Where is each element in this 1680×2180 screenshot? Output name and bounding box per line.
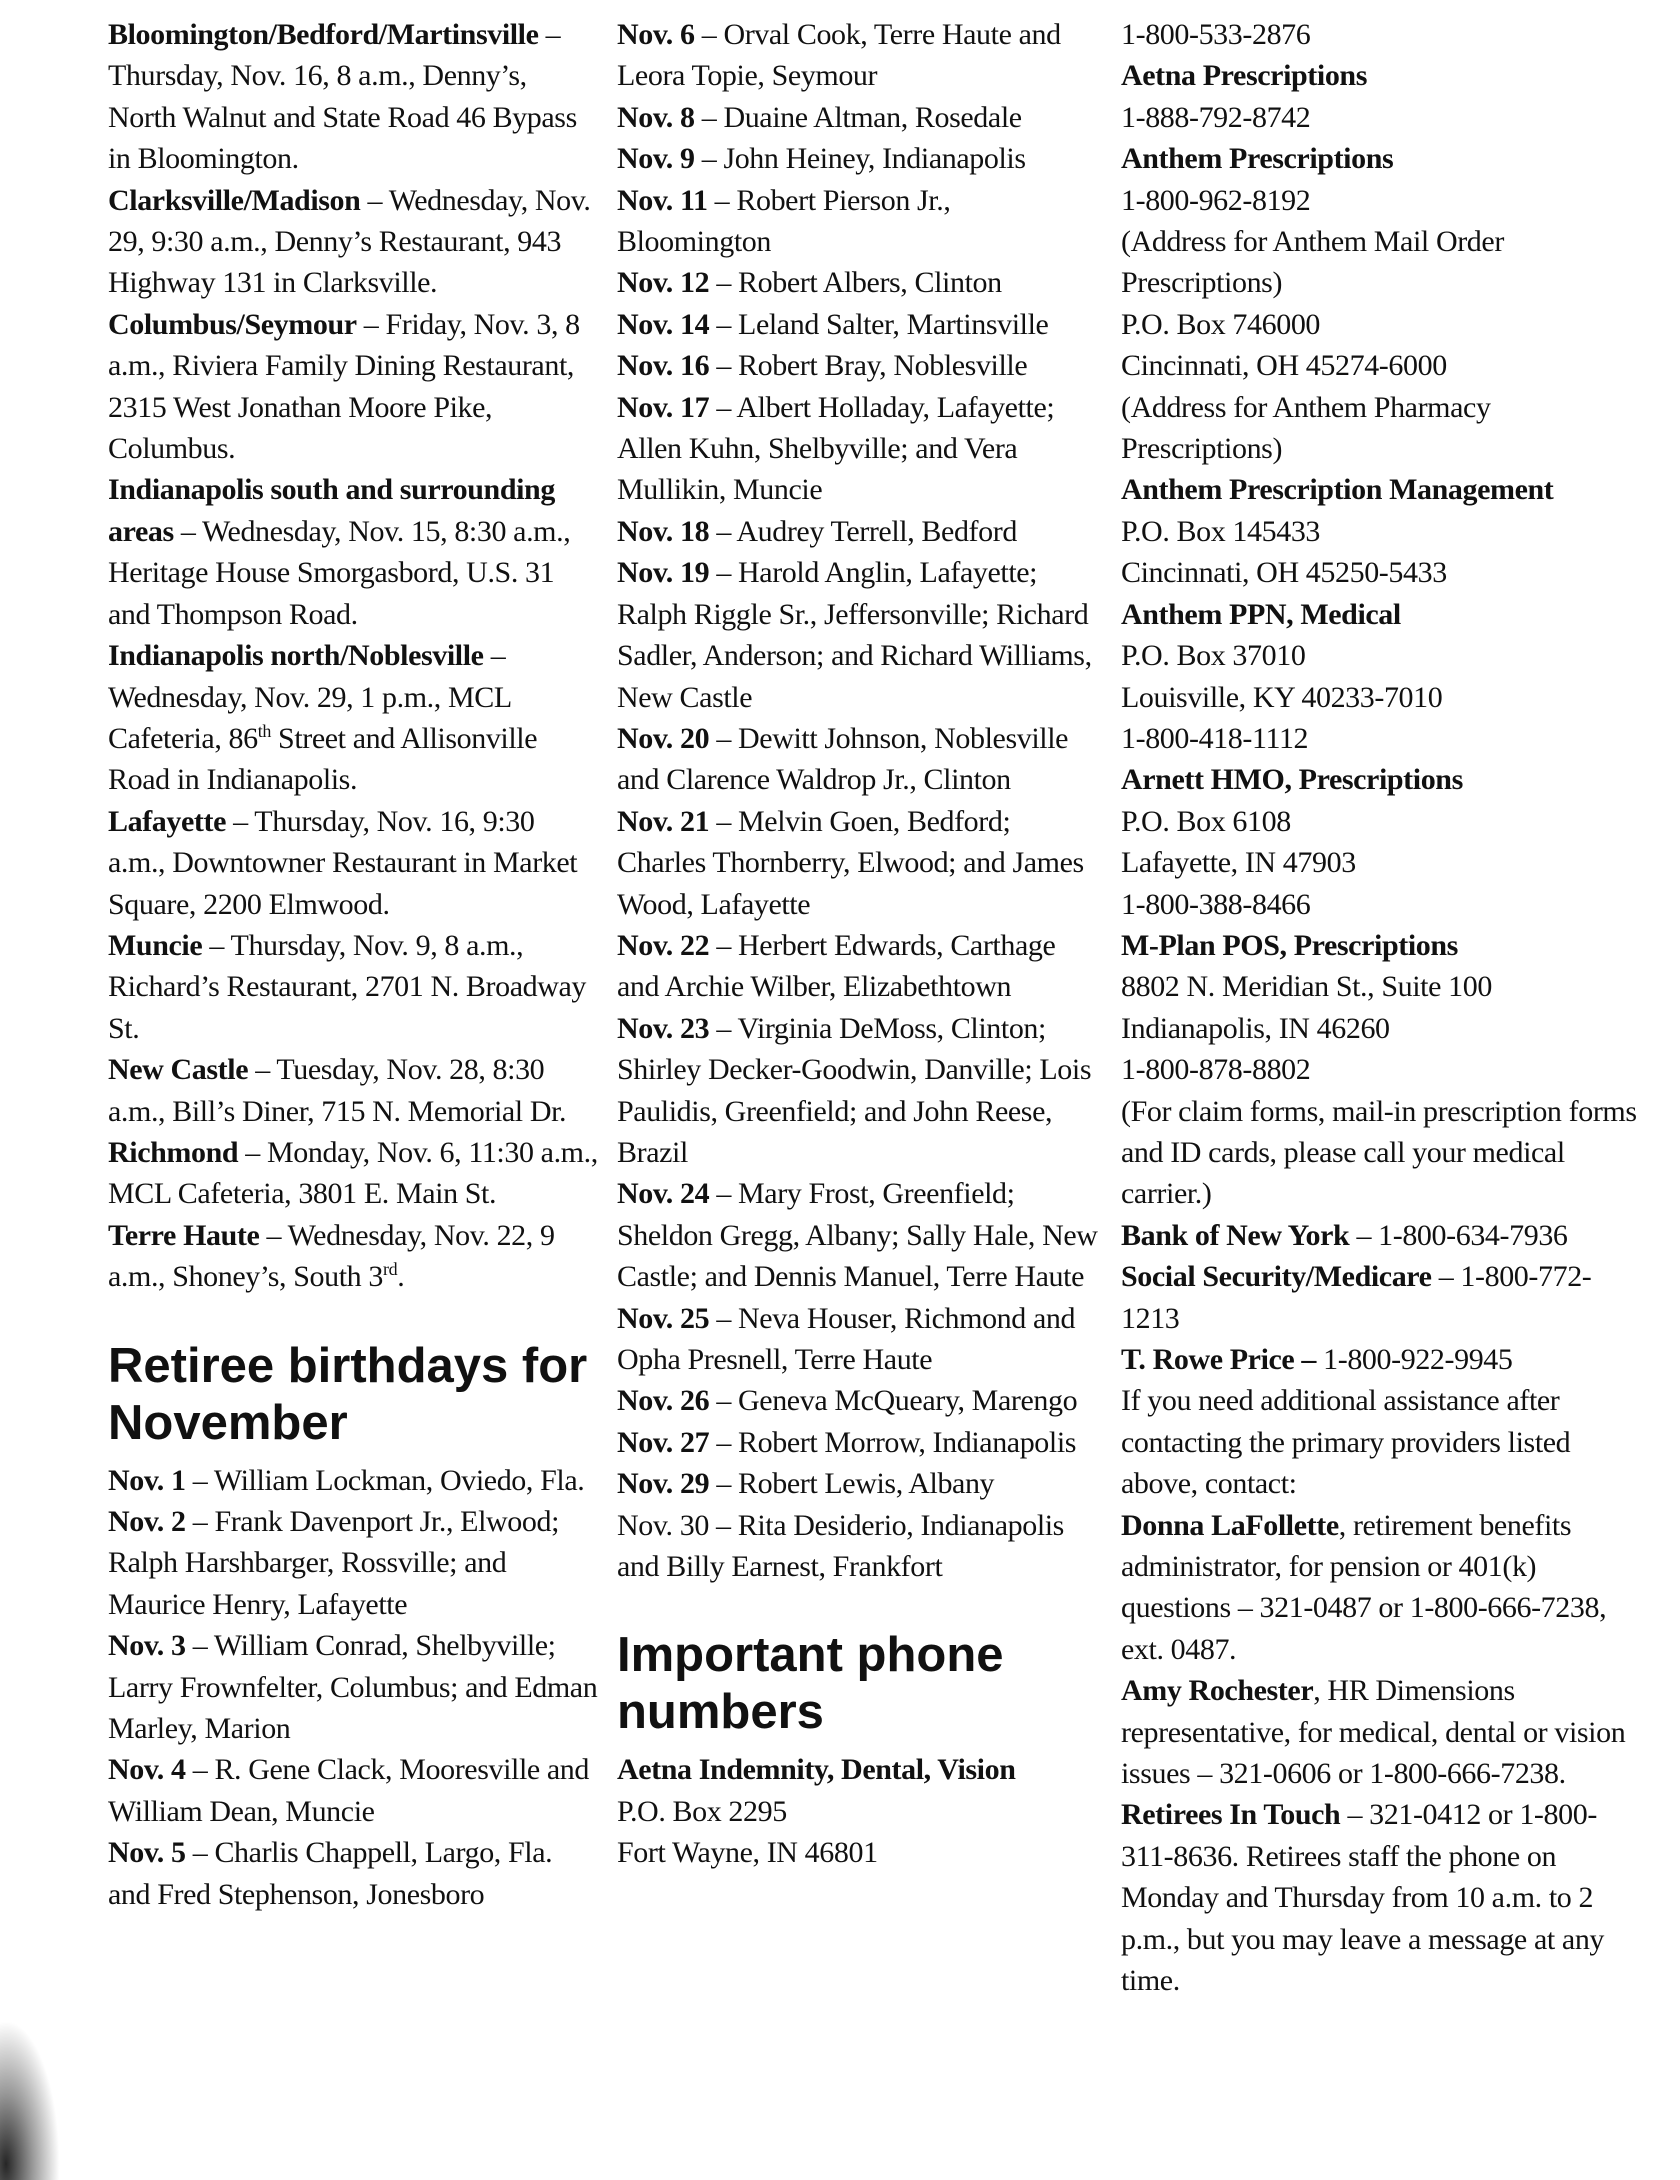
meeting-details: Thursday, Nov. 16, 9:30 a.m., Downtowner Restaurant in Market Square, 2200 Elmwood. xyxy=(108,804,578,921)
provider-phone: – 1-800-634-7936 xyxy=(1349,1218,1568,1252)
birthday-entry xyxy=(108,1501,598,1625)
provider-address: P.O. Box 2295 xyxy=(617,1794,787,1828)
birthdays-list-part2 xyxy=(617,14,1103,1587)
provider-city: Cincinnati, OH 45250-5433 xyxy=(1121,556,1447,590)
meeting-entry xyxy=(108,801,598,925)
birthday-names: R. Gene Clack, Mooresville and William Dean, Muncie xyxy=(108,1753,590,1828)
birthday-entry xyxy=(617,97,1103,138)
meeting-place: Indianapolis north/Noblesville xyxy=(108,639,484,673)
birthday-entry xyxy=(617,304,1103,345)
birthday-entry xyxy=(617,1422,1103,1463)
birthday-entry xyxy=(617,925,1103,1008)
provider-name: Arnett HMO, Prescriptions xyxy=(1121,763,1463,797)
birthdays-heading: Retiree birthdays for November xyxy=(108,1338,588,1450)
birthday-names: Dewitt Johnson, Noblesville and Clarence Waldrop Jr., Clinton xyxy=(617,721,1069,797)
birthday-date: Nov. 23 xyxy=(617,1011,710,1045)
birthday-entry xyxy=(617,1008,1103,1174)
birthday-names: Robert Pierson Jr., Bloomington xyxy=(617,183,951,259)
birthday-names: William Conrad, Shelbyville; Larry Frownfelter, Columbus; and Edman Marley, Marion xyxy=(108,1629,598,1746)
meeting-entry xyxy=(108,469,598,635)
separator: – xyxy=(483,639,506,673)
provider-address: P.O. Box 6108 xyxy=(1121,804,1291,838)
birthday-names: Leland Salter, Martinsville xyxy=(738,307,1049,341)
column-3 xyxy=(1121,14,1641,2002)
ordinal-suffix: rd xyxy=(382,1259,398,1280)
contact-donna xyxy=(1121,1505,1641,1671)
birthday-date: Nov. 18 xyxy=(617,514,710,548)
separator: – xyxy=(185,1753,215,1787)
contact-details: , HR Dimensions representative, for medical, dental or vision issues – 321-0606 or 1-800-666-7238. xyxy=(1121,1674,1626,1791)
birthdays-list-part1 xyxy=(108,1460,598,1915)
assistance-note: If you need additional assistance after contacting the primary providers listed above, contact: xyxy=(1121,1384,1571,1501)
scan-smudge xyxy=(0,2020,60,2180)
birthday-entry xyxy=(617,1463,1103,1504)
birthday-date: Nov. 24 xyxy=(617,1177,710,1211)
birthday-date: Nov. 8 xyxy=(617,100,695,134)
provider-city: Cincinnati, OH 45274-6000 xyxy=(1121,349,1447,383)
birthday-date: Nov. 21 xyxy=(617,804,710,838)
meeting-place: Terre Haute xyxy=(108,1218,260,1252)
meeting-entry xyxy=(108,635,598,801)
provider-name: M-Plan POS, Prescriptions xyxy=(1121,928,1458,962)
birthday-entry xyxy=(617,180,1103,263)
birthday-entry xyxy=(108,1625,598,1749)
contact-details: – 321-0412 or 1-800-311-8636. Retirees staff the phone on Monday and Thursday from 10 a.m. to 2 p.m., but you may leave a message at any time. xyxy=(1121,1798,1605,1998)
meeting-place: Lafayette xyxy=(108,804,227,838)
meeting-entry xyxy=(108,1215,598,1298)
meeting-details-end: . xyxy=(397,1260,405,1294)
birthday-date: Nov. 11 xyxy=(617,183,708,217)
phones-heading: Important phone numbers xyxy=(617,1628,1004,1740)
birthday-names: Audrey Terrell, Bedford xyxy=(736,514,1017,548)
birthday-names: William Lockman, Oviedo, Fla. xyxy=(213,1463,585,1497)
separator: – xyxy=(709,1301,739,1335)
meeting-place: Columbus/Seymour xyxy=(108,307,357,341)
separator: – xyxy=(238,1135,267,1169)
birthday-names: Rita Desiderio, Indianapolis and Billy Earnest, Frankfort xyxy=(617,1508,1064,1584)
separator: – xyxy=(709,1467,739,1501)
birthday-names: Charlis Chappell, Largo, Fla. and Fred Stephenson, Jonesboro xyxy=(108,1836,553,1911)
birthday-date: Nov. 25 xyxy=(617,1301,710,1335)
meeting-details: Thursday, Nov. 9, 8 a.m., Richard’s Restaurant, 2701 N. Broadway St. xyxy=(108,928,587,1045)
ordinal-suffix: th xyxy=(257,720,271,741)
birthday-entry xyxy=(617,1505,1103,1588)
birthday-names: Robert Lewis, Albany xyxy=(738,1467,995,1501)
separator: – xyxy=(259,1218,288,1252)
separator: – xyxy=(709,804,739,838)
contact-name: Retirees In Touch xyxy=(1121,1798,1341,1832)
separator: – xyxy=(709,1011,738,1045)
meeting-place: Indianapolis south and surrounding areas xyxy=(108,473,555,548)
birthday-names: Herbert Edwards, Carthage and Archie Wilber, Elizabethtown xyxy=(617,928,1056,1004)
provider-note: (For claim forms, mail-in prescription forms and ID cards, please call your medical carrier.) xyxy=(1121,1094,1637,1211)
separator: – xyxy=(694,18,724,51)
meeting-entry xyxy=(108,180,598,304)
separator: – xyxy=(185,1505,215,1538)
provider-note: (Address for Anthem Pharmacy Prescriptions) xyxy=(1121,390,1491,466)
meeting-place: Muncie xyxy=(108,928,203,962)
birthday-entry xyxy=(617,1173,1103,1297)
separator: – xyxy=(694,142,724,176)
provider-phone: 1-800-878-8802 xyxy=(1121,1053,1311,1087)
birthday-date: Nov. 26 xyxy=(617,1384,710,1418)
separator: – xyxy=(709,307,739,341)
provider-phone: 1-800-388-8466 xyxy=(1121,887,1311,921)
separator: – xyxy=(709,556,739,590)
birthday-date: Nov. 14 xyxy=(617,307,710,341)
provider-phone: – 1-800-772-1213 xyxy=(1121,1260,1592,1335)
separator: – xyxy=(185,1463,214,1497)
birthday-date: Nov. 29 xyxy=(617,1467,710,1501)
birthday-entry xyxy=(617,552,1103,718)
birthday-names: Virginia DeMoss, Clinton; Shirley Decker-Goodwin, Danville; Lois Paulidis, Greenfield; and John Reese, Brazil xyxy=(617,1011,1092,1169)
birthday-names: Robert Bray, Noblesville xyxy=(738,349,1028,383)
meeting-place: Bloomington/Bedford/Martinsville xyxy=(108,18,539,51)
provider-phone: 1-800-962-8192 xyxy=(1121,183,1311,217)
birthday-names: Duaine Altman, Rosedale xyxy=(723,100,1022,134)
birthday-entry xyxy=(617,511,1103,552)
meeting-details: Tuesday, Nov. 28, 8:30 a.m., Bill’s Diner, 715 N. Memorial Dr. xyxy=(108,1053,567,1128)
provider-name: Aetna Indemnity, Dental, Vision xyxy=(617,1753,1016,1787)
provider-address: P.O. Box 145433 xyxy=(1121,514,1321,548)
provider-name: Aetna Prescriptions xyxy=(1121,59,1367,93)
birthday-entry xyxy=(617,345,1103,386)
provider-name: Social Security/Medicare xyxy=(1121,1260,1432,1294)
meeting-place: New Castle xyxy=(108,1053,249,1087)
phone-entry-bny xyxy=(1121,1215,1641,1256)
birthday-date: Nov. 1 xyxy=(108,1463,186,1497)
birthday-date: Nov. 12 xyxy=(617,266,710,300)
separator: – xyxy=(356,307,386,341)
column-1 xyxy=(108,14,598,1915)
meeting-entry xyxy=(108,14,598,180)
birthday-date: Nov. 3 xyxy=(108,1629,186,1663)
provider-name: Bank of New York xyxy=(1121,1218,1350,1252)
birthday-names: Robert Albers, Clinton xyxy=(738,266,1002,300)
separator: – xyxy=(538,18,561,51)
provider-city: Indianapolis, IN 46260 xyxy=(1121,1011,1390,1045)
birthday-names: Harold Anglin, Lafayette; Ralph Riggle Sr., Jeffersonville; Richard Sadler, Anderson; and Richard Williams, New Castle xyxy=(617,556,1092,714)
birthday-date: Nov. 2 xyxy=(108,1505,186,1538)
separator: – xyxy=(709,1177,739,1211)
meeting-details: Monday, Nov. 6, 11:30 a.m., MCL Cafeteria, 3801 E. Main St. xyxy=(108,1135,598,1211)
phone-entry-aetna-indemnity xyxy=(617,1749,1103,1873)
meeting-place: Richmond xyxy=(108,1135,239,1169)
meeting-entry xyxy=(108,304,598,470)
birthday-date: Nov. 19 xyxy=(617,556,710,590)
separator: – xyxy=(360,183,389,217)
provider-city: Lafayette, IN 47903 xyxy=(1121,846,1356,880)
birthday-entry xyxy=(617,387,1103,511)
meeting-entry xyxy=(108,1132,598,1215)
birthday-entry xyxy=(617,801,1103,925)
separator: – xyxy=(694,100,724,134)
separator: – xyxy=(709,721,739,755)
birthday-date: Nov. 20 xyxy=(617,721,710,755)
birthday-names: Neva Houser, Richmond and Opha Presnell, Terre Haute xyxy=(617,1301,1076,1376)
provider-name: Anthem PPN, Medical xyxy=(1121,597,1401,631)
provider-city: Louisville, KY 40233-7010 xyxy=(1121,680,1443,714)
birthday-date: Nov. 6 xyxy=(617,18,695,51)
birthday-names: Mary Frost, Greenfield; Sheldon Gregg, Albany; Sally Hale, New Castle; and Dennis Manuel, Terre Haute xyxy=(617,1177,1098,1294)
provider-name: T. Rowe Price – xyxy=(1121,1343,1324,1376)
birthday-date: Nov. 16 xyxy=(617,349,710,383)
birthday-date: Nov. 4 xyxy=(108,1753,186,1787)
provider-address: 8802 N. Meridian St., Suite 100 xyxy=(1121,970,1492,1004)
contact-details: , retirement benefits administrator, for pension or 401(k) questions – 321-0487 or 1-800-666-7238, ext. 0487. xyxy=(1121,1508,1607,1666)
separator: – xyxy=(709,514,737,548)
meeting-details: Wednesday, Nov. 29, 1 p.m., MCL Cafeteria, 86 xyxy=(108,680,511,755)
separator: – xyxy=(173,514,203,548)
birthday-names: Orval Cook, Terre Haute and Leora Topie, Seymour xyxy=(617,18,1061,93)
contact-name: Amy Rochester xyxy=(1121,1674,1314,1708)
meeting-details: Thursday, Nov. 16, 8 a.m., Denny’s, North Walnut and State Road 46 Bypass in Bloomington. xyxy=(108,59,577,176)
birthday-date: Nov. 5 xyxy=(108,1836,186,1870)
birthday-entry xyxy=(617,1298,1103,1381)
birthday-date: Nov. 22 xyxy=(617,928,710,962)
separator: – xyxy=(708,1508,738,1542)
meeting-entry xyxy=(108,925,598,1049)
birthday-date: Nov. 30 xyxy=(617,1508,709,1542)
birthday-entry xyxy=(617,14,1103,97)
birthday-entry xyxy=(617,1380,1103,1421)
birthday-names: Melvin Goen, Bedford; Charles Thornberry, Elwood; and James Wood, Lafayette xyxy=(617,804,1084,921)
phone-entry-ssm xyxy=(1121,1256,1641,1339)
separator: – xyxy=(709,390,737,424)
birthday-entry xyxy=(617,262,1103,303)
separator: – xyxy=(709,1425,739,1459)
separator: – xyxy=(248,1053,277,1087)
contact-retirees-in-touch xyxy=(1121,1794,1641,2001)
contact-name: Donna LaFollette xyxy=(1121,1508,1339,1542)
provider-phone: 1-800-533-2876 xyxy=(1121,18,1311,51)
separator: – xyxy=(709,266,739,300)
provider-address: P.O. Box 37010 xyxy=(1121,639,1306,673)
column-2 xyxy=(617,14,1103,1874)
birthday-names: Robert Morrow, Indianapolis xyxy=(738,1425,1077,1459)
birthday-date: Nov. 9 xyxy=(617,142,695,176)
meeting-entry xyxy=(108,1049,598,1132)
birthday-date: Nov. 27 xyxy=(617,1425,710,1459)
provider-name: Anthem Prescription Management xyxy=(1121,473,1554,507)
separator: – xyxy=(709,1384,739,1418)
birthday-entry xyxy=(108,1832,598,1915)
meeting-details: Wednesday, Nov. 15, 8:30 a.m., Heritage House Smorgasbord, U.S. 31 and Thompson Road. xyxy=(108,514,571,631)
birthday-entry xyxy=(108,1749,598,1832)
contact-amy xyxy=(1121,1670,1641,1794)
provider-phone: 1-800-418-1112 xyxy=(1121,721,1309,755)
provider-address: P.O. Box 746000 xyxy=(1121,307,1321,341)
provider-name: Anthem Prescriptions xyxy=(1121,142,1394,176)
separator: – xyxy=(226,804,255,838)
birthday-entry xyxy=(108,1460,598,1501)
birthday-entry xyxy=(617,138,1103,179)
separator: – xyxy=(707,183,737,217)
birthday-names: John Heiney, Indianapolis xyxy=(723,142,1026,176)
provider-phone: 1-888-792-8742 xyxy=(1121,100,1311,134)
provider-city: Fort Wayne, IN 46801 xyxy=(617,1836,878,1870)
separator: – xyxy=(709,349,739,383)
birthday-names: Geneva McQueary, Marengo xyxy=(738,1384,1078,1418)
meeting-details: Friday, Nov. 3, 8 a.m., Riviera Family Dining Restaurant, 2315 West Jonathan Moore Pike, Columbus. xyxy=(108,307,580,466)
separator: – xyxy=(709,928,739,962)
birthday-entry xyxy=(617,718,1103,801)
separator: – xyxy=(202,928,231,962)
provider-phone: 1-800-922-9945 xyxy=(1323,1343,1513,1376)
meeting-details: Wednesday, Nov. 29, 9:30 a.m., Denny’s Restaurant, 943 Highway 131 in Clarksville. xyxy=(108,183,591,300)
meeting-details-end: Street and Allisonville Road in Indianapolis. xyxy=(108,721,538,797)
provider-note: (Address for Anthem Mail Order Prescriptions) xyxy=(1121,225,1504,300)
separator: – xyxy=(185,1629,214,1663)
birthday-date: Nov. 17 xyxy=(617,390,710,424)
meeting-place: Clarksville/Madison xyxy=(108,183,361,217)
birthday-names: Frank Davenport Jr., Elwood; Ralph Harshbarger, Rossville; and Maurice Henry, Lafayette xyxy=(108,1505,560,1621)
phone-entry-trowe xyxy=(1121,1339,1641,1380)
separator: – xyxy=(185,1836,215,1870)
birthday-names: Albert Holladay, Lafayette; Allen Kuhn, Shelbyville; and Vera Mullikin, Muncie xyxy=(617,390,1055,507)
meetings-list xyxy=(108,14,598,1298)
meeting-details: Wednesday, Nov. 22, 9 a.m., Shoney’s, South 3 xyxy=(108,1218,555,1294)
